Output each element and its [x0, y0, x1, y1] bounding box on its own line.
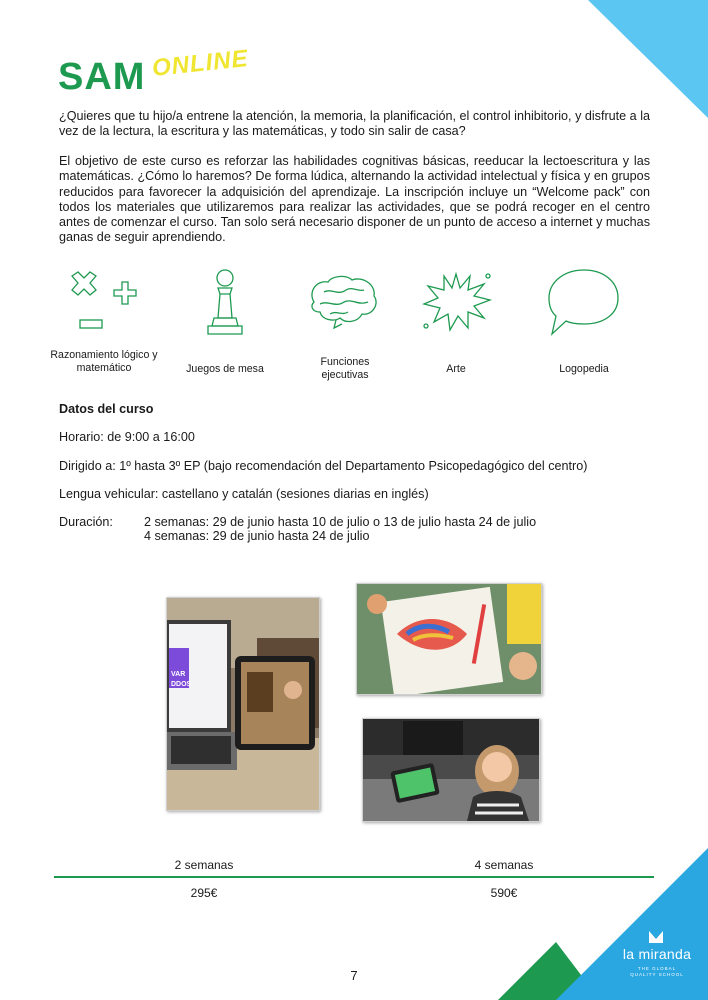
course-duration-line-2: 4 semanas: 29 de junio hasta 24 de julio: [144, 529, 370, 543]
page-subtitle: ONLINE: [150, 45, 250, 82]
price-2-weeks: 295€: [190, 886, 218, 900]
price-label-4-weeks: 4 semanas: [474, 858, 534, 872]
icon-label-art: Arte: [446, 363, 466, 375]
course-schedule: Horario: de 9:00 a 16:00: [59, 430, 195, 444]
top-right-triangle: [588, 0, 708, 118]
price-4-weeks: 590€: [490, 886, 518, 900]
course-duration-line-1: 2 semanas: 29 de junio hasta 10 de julio o 13 de julio hasta 24 de julio: [144, 515, 537, 529]
brain-icon: [306, 274, 380, 330]
brand-tagline-1: THE GLOBAL: [637, 966, 677, 971]
course-language: Lengua vehicular: castellano y catalán (sesiones diarias en inglés): [59, 487, 429, 501]
course-heading: Datos del curso: [59, 402, 154, 416]
course-audience: Dirigido a: 1º hasta 3º EP (bajo recomendación del Departamento Psicopedagógico del centro): [59, 459, 588, 473]
brand-logo-icon: [648, 930, 664, 944]
chess-pawn-icon: [202, 266, 248, 338]
photo-child-tablet: [362, 718, 540, 822]
intro-paragraph-2: El objetivo de este curso es reforzar las habilidades cognitivas básicas, reeducar la lectoescritura y las matemáticas. ¿Cómo lo haremos? De forma lúdica, alternando la actividad intelectual y física y en grupos reducidos para favorecer la adquisición del aprendizaje. La inscripción incluye un “Welcome pack” con todos los materiales que utilizaremos para realizar las actividades, que se podrá recoger en el centro antes de comenzar el curso. Tan solo será necesario disponer de un punto de acceso a internet y muchas ganas de seguir aprendiendo.: [59, 154, 650, 245]
laptop-screen-text-2: DDOS: [171, 681, 192, 688]
math-symbols-icon: [66, 268, 142, 336]
price-label-2-weeks: 2 semanas: [174, 858, 234, 872]
brand-name: la miranda: [622, 946, 692, 962]
page-title: SAM: [58, 56, 146, 98]
laptop-screen-text-1: VAR: [171, 671, 186, 678]
icon-label-games: Juegos de mesa: [186, 363, 264, 375]
icon-label-math: Razonamiento lógico y matemático: [50, 349, 158, 374]
intro-paragraph-1: ¿Quieres que tu hijo/a entrene la atención, la memoria, la planificación, el control inhibitorio, y disfrute a la vez de la lectura, la escritura y las matemáticas, y todo sin salir de casa?: [59, 109, 650, 139]
photo-crafts-drawing: [357, 584, 541, 694]
speech-bubble-icon: [546, 266, 622, 336]
photo-laptop-tablet: [166, 597, 320, 811]
brand-tagline-2: QUALITY SCHOOL: [630, 972, 684, 977]
splash-icon: [418, 266, 494, 336]
icon-label-speech: Logopedia: [559, 363, 609, 375]
photo-laptop-tablet-drawing: [167, 598, 319, 810]
photo-child-tablet-drawing: [363, 719, 539, 821]
price-divider: [54, 876, 654, 878]
photo-crafts: [356, 583, 542, 695]
course-duration-label: Duración:: [59, 515, 113, 529]
page-number: 7: [350, 968, 358, 983]
icon-label-executive: Funciones ejecutivas: [320, 356, 370, 381]
